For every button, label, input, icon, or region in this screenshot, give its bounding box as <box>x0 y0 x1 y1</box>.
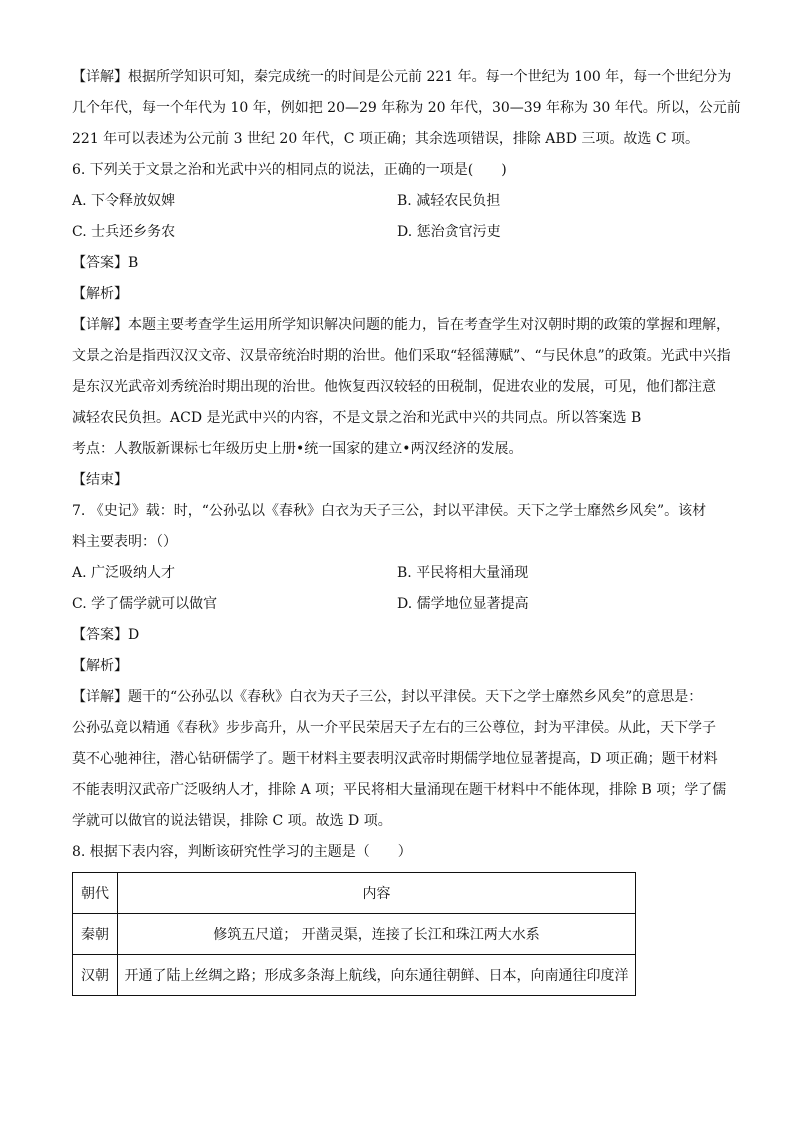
option-row <box>72 589 732 620</box>
answer: 【答案】B <box>72 255 139 271</box>
text-line: 几个年代，每一个年代为 10 年，例如把 20—29 年称为 20 年代，30—39 年称为 30 年代。所以，公元前 <box>72 100 741 116</box>
text-line: 【详解】根据所学知识可知，秦完成统一的时间是公元前 221 年。每一个世纪为 100 年，每一个世纪分为 <box>72 69 732 85</box>
content-table <box>72 872 636 996</box>
table-header-row <box>73 873 636 914</box>
option-c: C. 学了儒学就可以做官 <box>72 596 218 612</box>
table-header: 朝代 <box>73 873 118 914</box>
document-page <box>72 62 741 996</box>
text-line: 公孙弘竟以精通《春秋》步步高升，从一介平民荣居天子左右的三公尊位，封为平津侯。从此，天下学子 <box>72 720 716 736</box>
question-8 <box>72 837 732 996</box>
text-line: 不能表明汉武帝广泛吸纳人才，排除 A 项；平民将相大量涌现在题干材料中不能体现，排除 B 项；学了儒 <box>72 782 727 798</box>
option-row <box>72 217 732 248</box>
question-stem: 8. 根据下表内容，判断该研究性学习的主题是（ ） <box>72 844 412 860</box>
kaodian: 考点：人教版新课标七年级历史上册•统一国家的建立•两汉经济的发展。 <box>72 441 523 457</box>
table-cell: 汉朝 <box>73 955 118 996</box>
end-marker: 【结束】 <box>72 472 128 488</box>
question-stem: 料主要表明：（） <box>72 534 177 550</box>
text-line: 221 年可以表述为公元前 3 世纪 20 年代，C 项正确；其余选项错误，排除 ABD 三项。故选 C 项。 <box>72 131 699 147</box>
text-line: 是东汉光武帝刘秀统治时期出现的治世。他恢复西汉较轻的田税制，促进农业的发展，可见，他们都注意 <box>72 379 716 395</box>
question-7 <box>72 496 732 837</box>
question-stem: 6. 下列关于文景之治和光武中兴的相同点的说法，正确的一项是( ) <box>72 162 507 178</box>
analysis-heading: 【解析】 <box>72 658 128 674</box>
option-a: A. 下令释放奴婢 <box>72 193 176 209</box>
option-a: A. 广泛吸纳人才 <box>72 565 176 581</box>
option-b: B. 平民将相大量涌现 <box>397 565 529 581</box>
table-cell: 开通了陆上丝绸之路；形成多条海上航线，向东通往朝鲜、日本，向南通往印度洋 <box>118 955 636 996</box>
answer: 【答案】D <box>72 627 140 643</box>
table-cell: 秦朝 <box>73 914 118 955</box>
table-row <box>73 955 636 996</box>
text-line: 【详解】本题主要考查学生运用所学知识解决问题的能力，旨在考查学生对汉朝时期的政策的掌握和理解， <box>72 317 730 333</box>
option-d: D. 惩治贪官污吏 <box>397 224 501 240</box>
question-6 <box>72 155 732 496</box>
text-line: 文景之治是指西汉汉文帝、汉景帝统治时期的治世。他们采取“轻徭薄赋”、“与民休息”的政策。光武中兴指 <box>72 348 731 364</box>
analysis-heading: 【解析】 <box>72 286 128 302</box>
question-stem: 7. 《史记》载：时，“公孙弘以《春秋》白衣为天子三公，封以平津侯。天下之学士靡然乡风矣”。该材 <box>72 503 707 519</box>
text-line: 【详解】题干的“公孙弘以《春秋》白衣为天子三公，封以平津侯。天下之学士靡然乡风矣”的意思是： <box>72 689 703 705</box>
option-c: C. 士兵还乡务农 <box>72 224 176 240</box>
option-b: B. 减轻农民负担 <box>397 193 501 209</box>
option-row <box>72 558 732 589</box>
table-header: 内容 <box>118 873 636 914</box>
text-line: 减轻农民负担。ACD 是光武中兴的内容，不是文景之治和光武中兴的共同点。所以答案选 B <box>72 410 642 426</box>
text-line: 学就可以做官的说法错误，排除 C 项。故选 D 项。 <box>72 813 392 829</box>
option-d: D. 儒学地位显著提高 <box>397 596 529 612</box>
table-row <box>73 914 636 955</box>
table-cell: 修筑五尺道； 开凿灵渠，连接了长江和珠江两大水系 <box>118 914 636 955</box>
q5-analysis <box>72 62 741 155</box>
text-line: 莫不心驰神往，潜心钻研儒学了。题干材料主要表明汉武帝时期儒学地位显著提高，D 项正确；题干材料 <box>72 751 718 767</box>
option-row <box>72 186 732 217</box>
